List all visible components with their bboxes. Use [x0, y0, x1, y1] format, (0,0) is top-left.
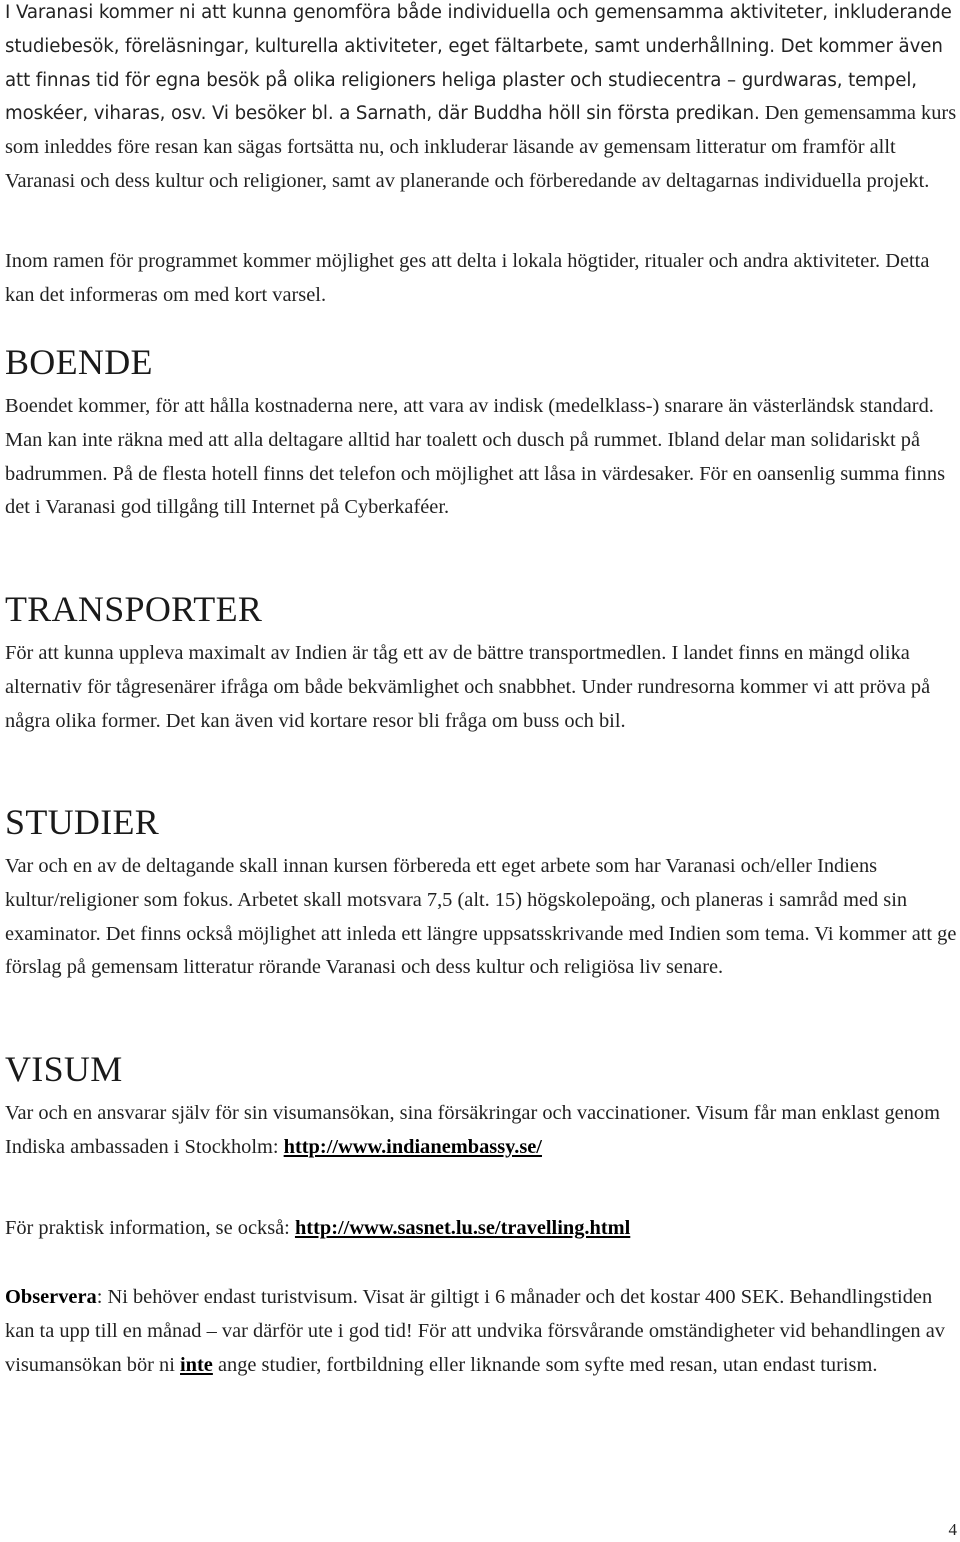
heading-visum: VISUM: [5, 1049, 123, 1089]
practical-info-prefix: För praktisk information, se också:: [5, 1217, 295, 1239]
observera-paragraph: [5, 1281, 957, 1382]
heading-boende: BOENDE: [5, 342, 153, 382]
heading-transporter: TRANSPORTER: [5, 589, 263, 629]
heading-studier: STUDIER: [5, 802, 160, 842]
indian-embassy-link[interactable]: http://www.indianembassy.se/: [283, 1135, 542, 1158]
program-paragraph: Inom ramen för programmet kommer möjlighet ges att delta i lokala högtider, ritualer och andra aktiviteter. Detta kan det informeras om med kort varsel.: [5, 250, 930, 306]
observera-text-1: : Ni behöver endast turistvisum. Visat är giltigt i 6 månader och det kostar 400 SEK. Behandlingstiden kan ta upp till en månad – var därför ute i god tid! För att undvika försvårande omständigheter vid behandlingen av visumansökan bör ni: [5, 1286, 945, 1376]
intro-sans-text: I Varanasi kommer ni att kunna genomföra både individuella och gemensamma aktiviteter, inkluderande studiebesök, föreläsningar, kulturella aktiviteter, eget fältarbete, samt underhållning. Det kommer även att finnas tid för egna besök på olika religioners heliga plaster och studiecentra – gurdwaras, tempel, moskéer, viharas, osv. Vi besöker bl. a Sarnath, där Buddha höll sin första predikan.: [5, 2, 952, 125]
intro-serif-text: Den gemensamma kurs som inleddes före resan kan sägas fortsätta nu, och inkluderar läsande av gemensam litteratur om framför allt Varanasi och dess kultur och religioner, samt av planerande och förberedande av deltagarnas individuella projekt.: [5, 102, 957, 192]
observera-emphasis: inte: [180, 1353, 213, 1376]
page-number: 4: [948, 1520, 957, 1539]
visum-text: Var och en ansvarar själv för sin visumansökan, sina försäkringar och vaccinationer. Visum får man enklast genom Indiska ambassaden i Stockholm:: [5, 1102, 940, 1158]
boende-paragraph: Boendet kommer, för att hålla kostnaderna nere, att vara av indisk (medelklass-) snarare än västerländsk standard. Man kan inte räkna med att alla deltagare alltid har toalett och dusch på rummet. Ibland delar man solidariskt på badrummen. På de flesta hotell finns det telefon och möjlighet att låsa in värdesaker. För en oansenlig summa finns det i Varanasi god tillgång till Internet på Cyberkaféer.: [5, 395, 945, 519]
studier-paragraph: Var och en av de deltagande skall innan kursen förbereda ett eget arbete som har Varanasi och/eller Indiens kultur/religioner som fokus. Arbetet skall motsvara 7,5 (alt. 15) högskolepoäng, och planeras i samråd med sin examinator. Det finns också möjlighet att inleda ett längre uppsatsskrivande med Indien som tema. Vi kommer att ge förslag på gemensam litteratur rörande Varanasi och dess kultur och religiösa liv senare.: [5, 855, 957, 979]
transporter-paragraph: För att kunna uppleva maximalt av Indien är tåg ett av de bättre transportmedlen. I landet finns en mängd olika alternativ för tågresenärer ifråga om både bekvämlighet och snabbhet. Under rundresorna kommer vi att pröva på några olika former. Det kan även vid kortare resor bli fråga om buss och bil.: [5, 642, 931, 732]
practical-info-paragraph: [5, 1212, 957, 1246]
sasnet-travel-link[interactable]: http://www.sasnet.lu.se/travelling.html: [294, 1217, 631, 1239]
visum-paragraph: [5, 1097, 957, 1165]
intro-paragraph: [5, 0, 957, 199]
observera-text-2: ange studier, fortbildning eller liknande som syfte med resan, utan endast turism.: [212, 1353, 878, 1376]
observera-label: Observera: [5, 1286, 97, 1308]
